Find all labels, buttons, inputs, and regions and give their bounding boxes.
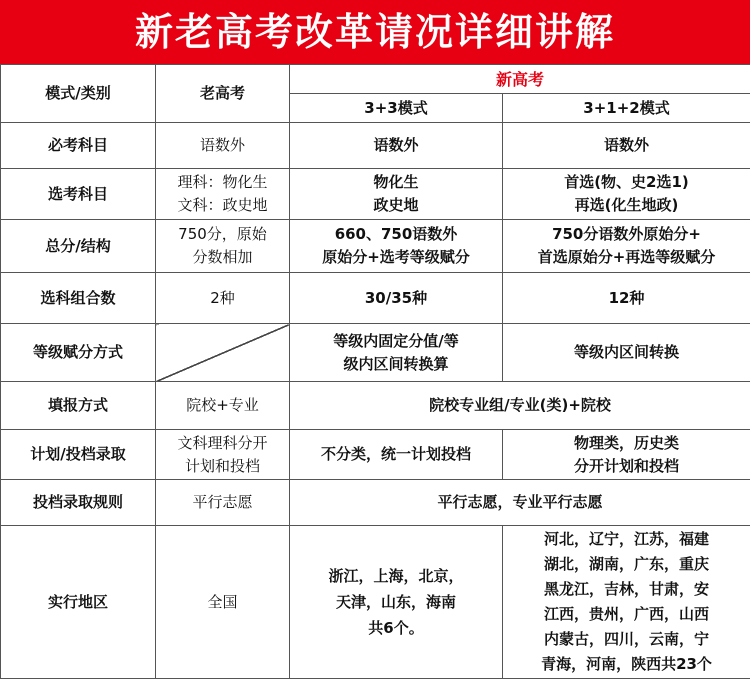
- cell-old: [156, 169, 290, 220]
- row-filling: [1, 382, 750, 430]
- comparison-table: [0, 64, 750, 679]
- row-label: 等级赋分方式: [1, 324, 156, 382]
- cell-33: [290, 220, 503, 273]
- text-line: 再选(化生地政): [507, 194, 746, 217]
- text-line: 江西，贵州，广西，山西: [507, 602, 746, 627]
- page-title: 新老高考改革请况详细讲解: [0, 0, 750, 64]
- row-label: 必考科目: [1, 123, 156, 169]
- text-line: 物理类，历史类: [507, 432, 746, 455]
- text-line: 共6个。: [294, 615, 498, 641]
- text-line: 湖北，湖南，广东，重庆: [507, 552, 746, 577]
- cell-312: [503, 526, 750, 679]
- cell-new: 院校专业组/专业(类)+院校: [290, 382, 750, 430]
- cell-312: [503, 169, 750, 220]
- row-label: 实行地区: [1, 526, 156, 679]
- text-line: 分数相加: [160, 246, 285, 269]
- row-label: 总分/结构: [1, 220, 156, 273]
- cell-312: [503, 430, 750, 480]
- text-line: 750分，原始: [160, 223, 285, 246]
- cell-33: [290, 169, 503, 220]
- text-line: 青海，河南，陕西共23个: [507, 652, 746, 677]
- text-line: 河北，辽宁，江苏，福建: [507, 527, 746, 552]
- cell-312: 12种: [503, 273, 750, 324]
- text-line: 物化生: [294, 171, 498, 194]
- text-line: 浙江，上海，北京，: [294, 563, 498, 589]
- text-line: 文科：政史地: [160, 194, 285, 217]
- text-line: 理科：物化生: [160, 171, 285, 194]
- header-new-312: 3+1+2模式: [503, 94, 750, 123]
- cell-312: 语数外: [503, 123, 750, 169]
- cell-old: 语数外: [156, 123, 290, 169]
- cell-312: 等级内区间转换: [503, 324, 750, 382]
- cell-33: [290, 324, 503, 382]
- cell-33: 30/35种: [290, 273, 503, 324]
- header-new: 新高考: [290, 65, 750, 94]
- row-grading: [1, 324, 750, 382]
- row-combos: [1, 273, 750, 324]
- row-label: 投档录取规则: [1, 480, 156, 526]
- cell-312: [503, 220, 750, 273]
- header-old: 老高考: [156, 65, 290, 123]
- row-plan: [1, 430, 750, 480]
- text-line: 级内区间转换算: [294, 353, 498, 376]
- cell-old: 平行志愿: [156, 480, 290, 526]
- header-mode: 模式/类别: [1, 65, 156, 123]
- text-line: 原始分+选考等级赋分: [294, 246, 498, 269]
- row-rule: [1, 480, 750, 526]
- text-line: 750分语数外原始分+: [507, 223, 746, 246]
- text-line: 内蒙古，四川，云南，宁: [507, 627, 746, 652]
- row-score: [1, 220, 750, 273]
- text-line: 首选原始分+再选等级赋分: [507, 246, 746, 269]
- cell-old: 2种: [156, 273, 290, 324]
- cell-old: [156, 220, 290, 273]
- row-label: 选考科目: [1, 169, 156, 220]
- cell-old: 全国: [156, 526, 290, 679]
- text-line: 分开计划和投档: [507, 455, 746, 478]
- row-label: 计划/投档录取: [1, 430, 156, 480]
- text-line: 计划和投档: [160, 455, 285, 478]
- row-label: 填报方式: [1, 382, 156, 430]
- text-line: 黑龙江，吉林，甘肃，安: [507, 577, 746, 602]
- text-line: 等级内固定分值/等: [294, 330, 498, 353]
- cell-33: 不分类，统一计划投档: [290, 430, 503, 480]
- row-required: [1, 123, 750, 169]
- cell-old: [156, 430, 290, 480]
- text-line: 文科理科分开: [160, 432, 285, 455]
- cell-old: 院校+专业: [156, 382, 290, 430]
- row-label: 选科组合数: [1, 273, 156, 324]
- row-elective: [1, 169, 750, 220]
- header-new-33: 3+3模式: [290, 94, 503, 123]
- text-line: 660、750语数外: [294, 223, 498, 246]
- cell-33: 语数外: [290, 123, 503, 169]
- text-line: 首选(物、史2选1): [507, 171, 746, 194]
- row-region: [1, 526, 750, 679]
- cell-new: 平行志愿，专业平行志愿: [290, 480, 750, 526]
- cell-old-empty: [156, 324, 290, 382]
- cell-33: [290, 526, 503, 679]
- text-line: 天津，山东，海南: [294, 589, 498, 615]
- text-line: 政史地: [294, 194, 498, 217]
